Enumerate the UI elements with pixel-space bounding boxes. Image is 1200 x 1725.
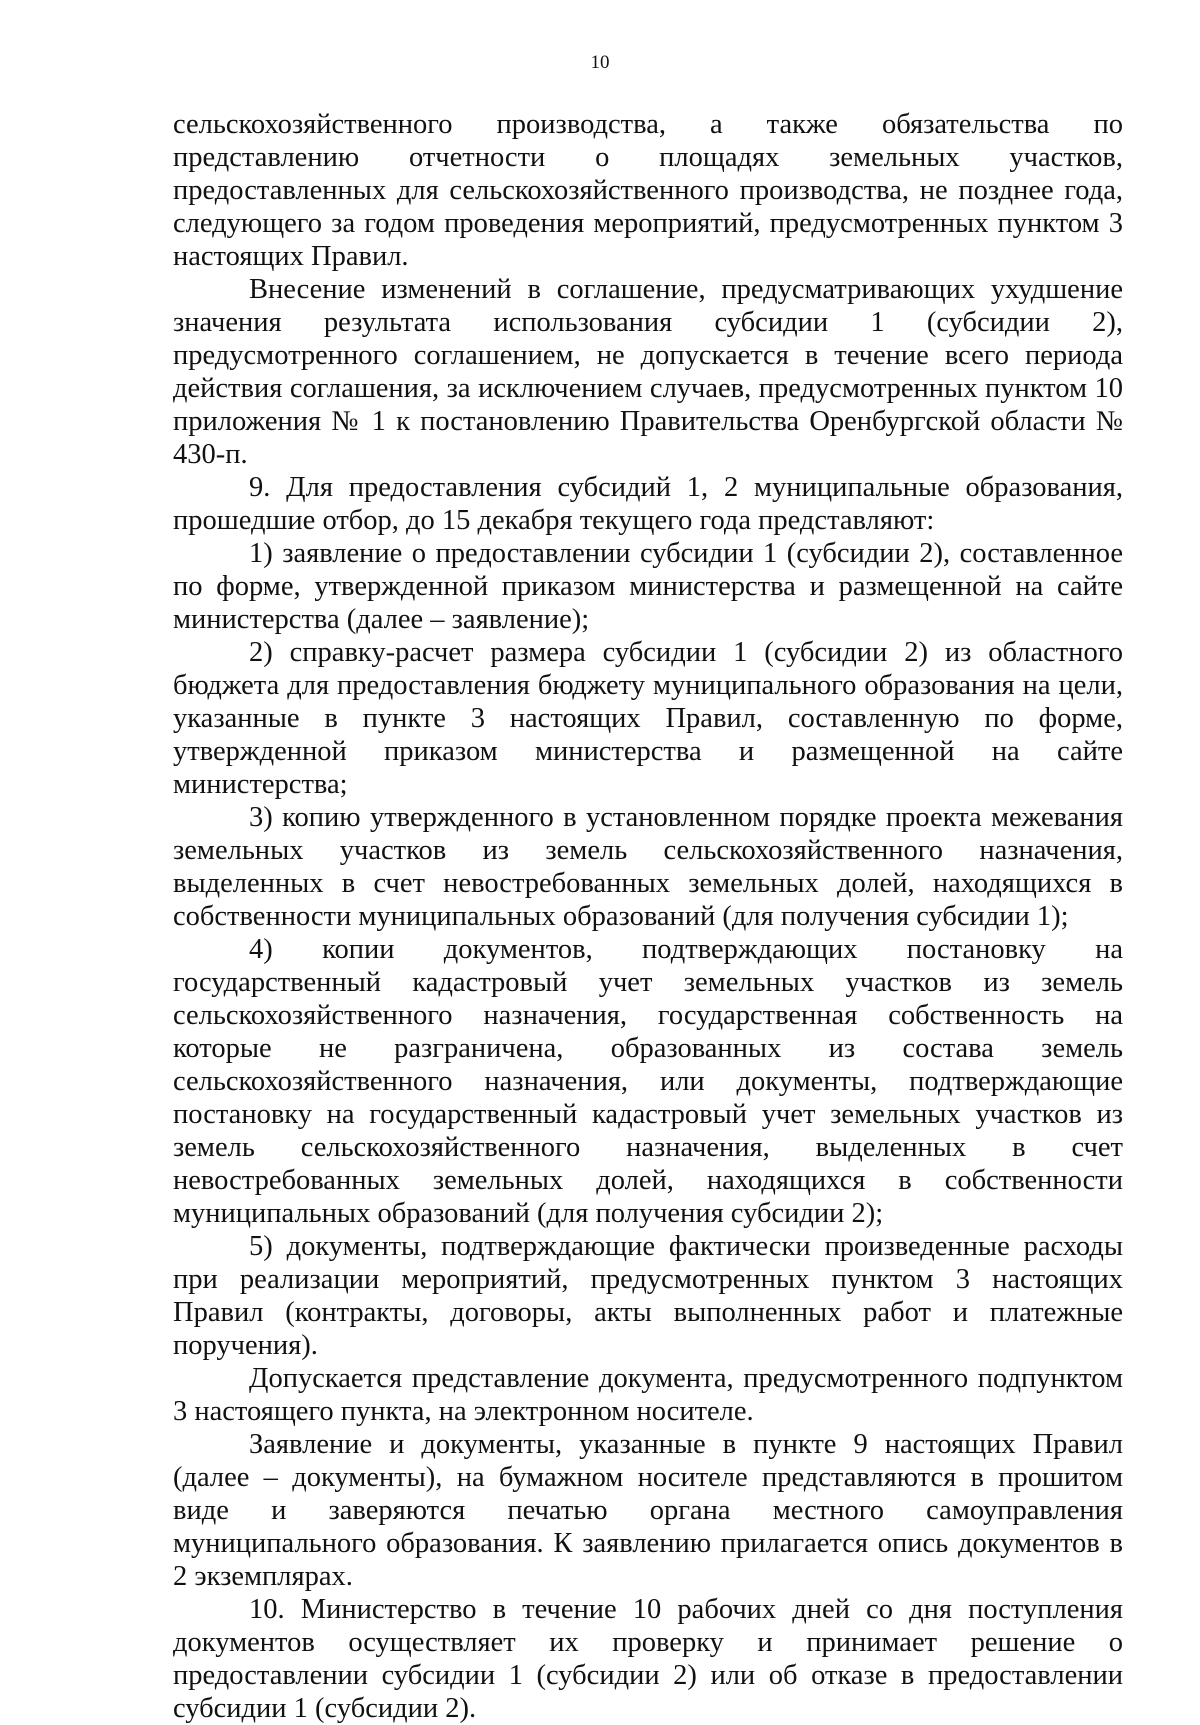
document-body: [173, 108, 1123, 1725]
paragraph-6: 3) копию утвержденного в установленном порядке проекта межевания земельных участков из земель сельскохозяйственного назначения, выделенных в счет невостребованных земельных долей, находящихся в собственности муниципальных образований (для получения субсидии 1);: [173, 802, 1123, 932]
page-number: 10: [590, 52, 610, 73]
paragraph-4: 1) заявление о предоставлении субсидии 1 (субсидии 2), составленное по форме, утвержденной приказом министерства и размещенной на сайте министерства (далее – заявление);: [173, 538, 1123, 635]
paragraph-2: Внесение изменений в соглашение, предусматривающих ухудшение значения результата использования субсидии 1 (субсидии 2), предусмотренного соглашением, не допускается в течение всего периода действия соглашения, за исключением случаев, предусмотренных пунктом 10 приложения № 1 к постановлению Правительства Оренбургской области № 430-п.: [173, 274, 1123, 470]
paragraph-11: 10. Министерство в течение 10 рабочих дней со дня поступления документов осуществляет их проверку и принимает решение о предоставлении субсидии 1 (субсидии 2) или об отказе в предоставлении субсидии 1 (субсидии 2).: [173, 1594, 1123, 1724]
paragraph-1: сельскохозяйственного производства, а также обязательства по представлению отчетности о площадях земельных участков, предоставленных для сельскохозяйственного производства, не позднее года, следующего за годом проведения мероприятий, предусмотренных пунктом 3 настоящих Правил.: [173, 109, 1123, 272]
paragraph-7: 4) копии документов, подтверждающих постановку на государственный кадастровый учет земельных участков из земель сельскохозяйственного назначения, государственная собственность на которые не разграничена, образованных из состава земель сельскохозяйственного назначения, или документы, подтверждающие постановку на государственный кадастровый учет земельных участков из земель сельскохозяйственного назначения, выделенных в счет невостребованных земельных долей, находящихся в собственности муниципальных образований (для получения субсидии 2);: [173, 934, 1123, 1229]
paragraph-3: 9. Для предоставления субсидий 1, 2 муниципальные образования, прошедшие отбор, до 15 декабря текущего года представляют:: [173, 472, 1123, 536]
paragraph-9: Допускается представление документа, предусмотренного подпунктом 3 настоящего пункта, на электронном носителе.: [173, 1363, 1123, 1427]
paragraph-10: Заявление и документы, указанные в пункте 9 настоящих Правил (далее – документы), на бумажном носителе представляются в прошитом виде и заверяются печатью органа местного самоуправления муниципального образования. К заявлению прилагается опись документов в 2 экземплярах.: [173, 1429, 1123, 1592]
paragraph-8: 5) документы, подтверждающие фактически произведенные расходы при реализации мероприятий, предусмотренных пунктом 3 настоящих Правил (контракты, договоры, акты выполненных работ и платежные поручения).: [173, 1231, 1123, 1361]
paragraph-5: 2) справку-расчет размера субсидии 1 (субсидии 2) из областного бюджета для предоставления бюджету муниципального образования на цели, указанные в пункте 3 настоящих Правил, составленную по форме, утвержденной приказом министерства и размещенной на сайте министерства;: [173, 637, 1123, 800]
